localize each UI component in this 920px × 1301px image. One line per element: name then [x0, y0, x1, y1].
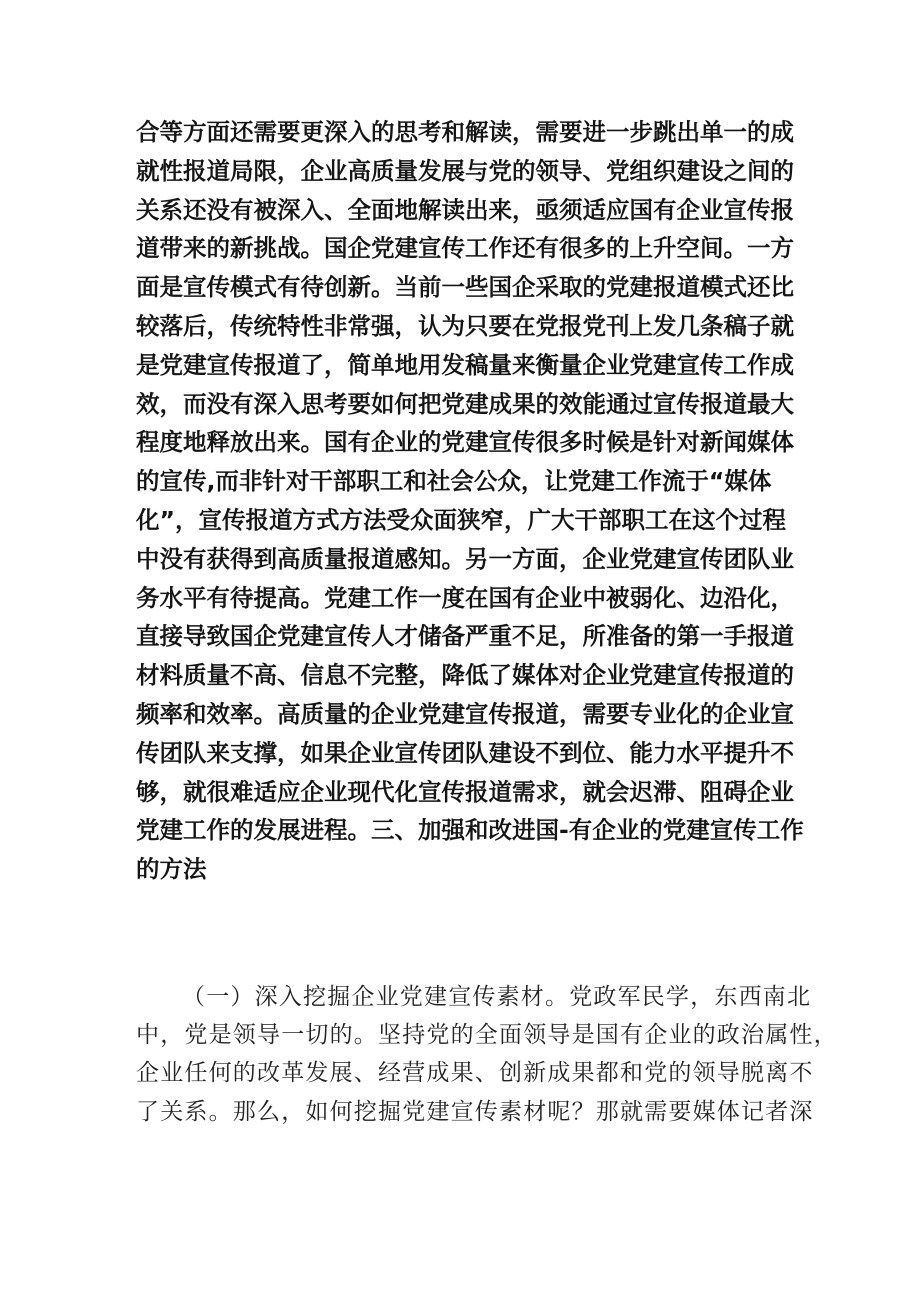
text-line: 直接导致国企党建宣传人才储备严重不足，所准备的第一手报道 — [136, 622, 794, 651]
text-line: 程度地释放出来。国有企业的党建宣传很多时候是针对新闻媒体 — [136, 428, 794, 457]
text-line: 中，党是领导一切的。坚持党的全面领导是国有企业的政治属性， — [136, 1022, 838, 1049]
text-line: 务水平有待提高。党建工作一度在国有企业中被弱化、边沿化， — [136, 583, 794, 612]
text-line: 较落后，传统特性非常强，认为只要在党报党刊上发几条稿子就 — [136, 311, 794, 340]
body-paragraph-bold — [136, 113, 804, 889]
text-line: 党建工作的发展进程。三、加强和改进国-有企业的党建宣传工作 — [136, 816, 804, 845]
text-line: 频率和效率。高质量的企业党建宣传报道，需要专业化的企业宣 — [136, 699, 794, 728]
text-line: 就性报道局限，企业高质量发展与党的领导、党组织建设之间的 — [136, 156, 794, 185]
text-line: 企业任何的改革发展、经营成果、创新成果都和党的领导脱离不 — [136, 1060, 814, 1087]
text-line: 的方法 — [136, 855, 207, 884]
text-line: 合等方面还需要更深入的思考和解读，需要进一步跳出单一的成 — [136, 118, 794, 146]
text-line: 道带来的新挑战。国企党建宣传工作还有很多的上升空间。一方 — [136, 234, 794, 263]
text-line: 效，而没有深入思考要如何把党建成果的效能通过宣传报道最大 — [136, 389, 794, 418]
text-line: 材料质量不高、信息不完整，降低了媒体对企业党建宣传报道的 — [136, 661, 794, 690]
text-line: 化”，宣传报道方式方法受众面狭窄，广大干部职工在这个过程 — [136, 505, 786, 534]
text-line: 了关系。那么，如何挖掘党建宣传素材呢？那就需要媒体记者深 — [136, 1098, 814, 1125]
text-line: 传团队来支撑，如果企业宣传团队建设不到位、能力水平提升不 — [136, 738, 794, 767]
text-line: 关系还没有被深入、全面地解读出来，亟须适应国有企业宣传报 — [136, 195, 794, 224]
text-line: 是党建宣传报道了，简单地用发稿量来衡量企业党建宣传工作成 — [136, 350, 794, 379]
text-line: 的宣传,而非针对干部职工和社会公众，让党建工作流于“媒体 — [136, 467, 772, 496]
text-line: 够，就很难适应企业现代化宣传报道需求，就会迟滞、阻碍企业 — [136, 777, 794, 806]
text-line: 面是宣传模式有待创新。当前一些国企采取的党建报道模式还比 — [136, 273, 794, 302]
body-paragraph-regular — [136, 978, 838, 1131]
text-line: （一）深入挖掘企业党建宣传素材。党政军民学，东西南北 — [182, 984, 812, 1010]
text-line: 中没有获得到高质量报道感知。另一方面，企业党建宣传团队业 — [136, 544, 794, 573]
